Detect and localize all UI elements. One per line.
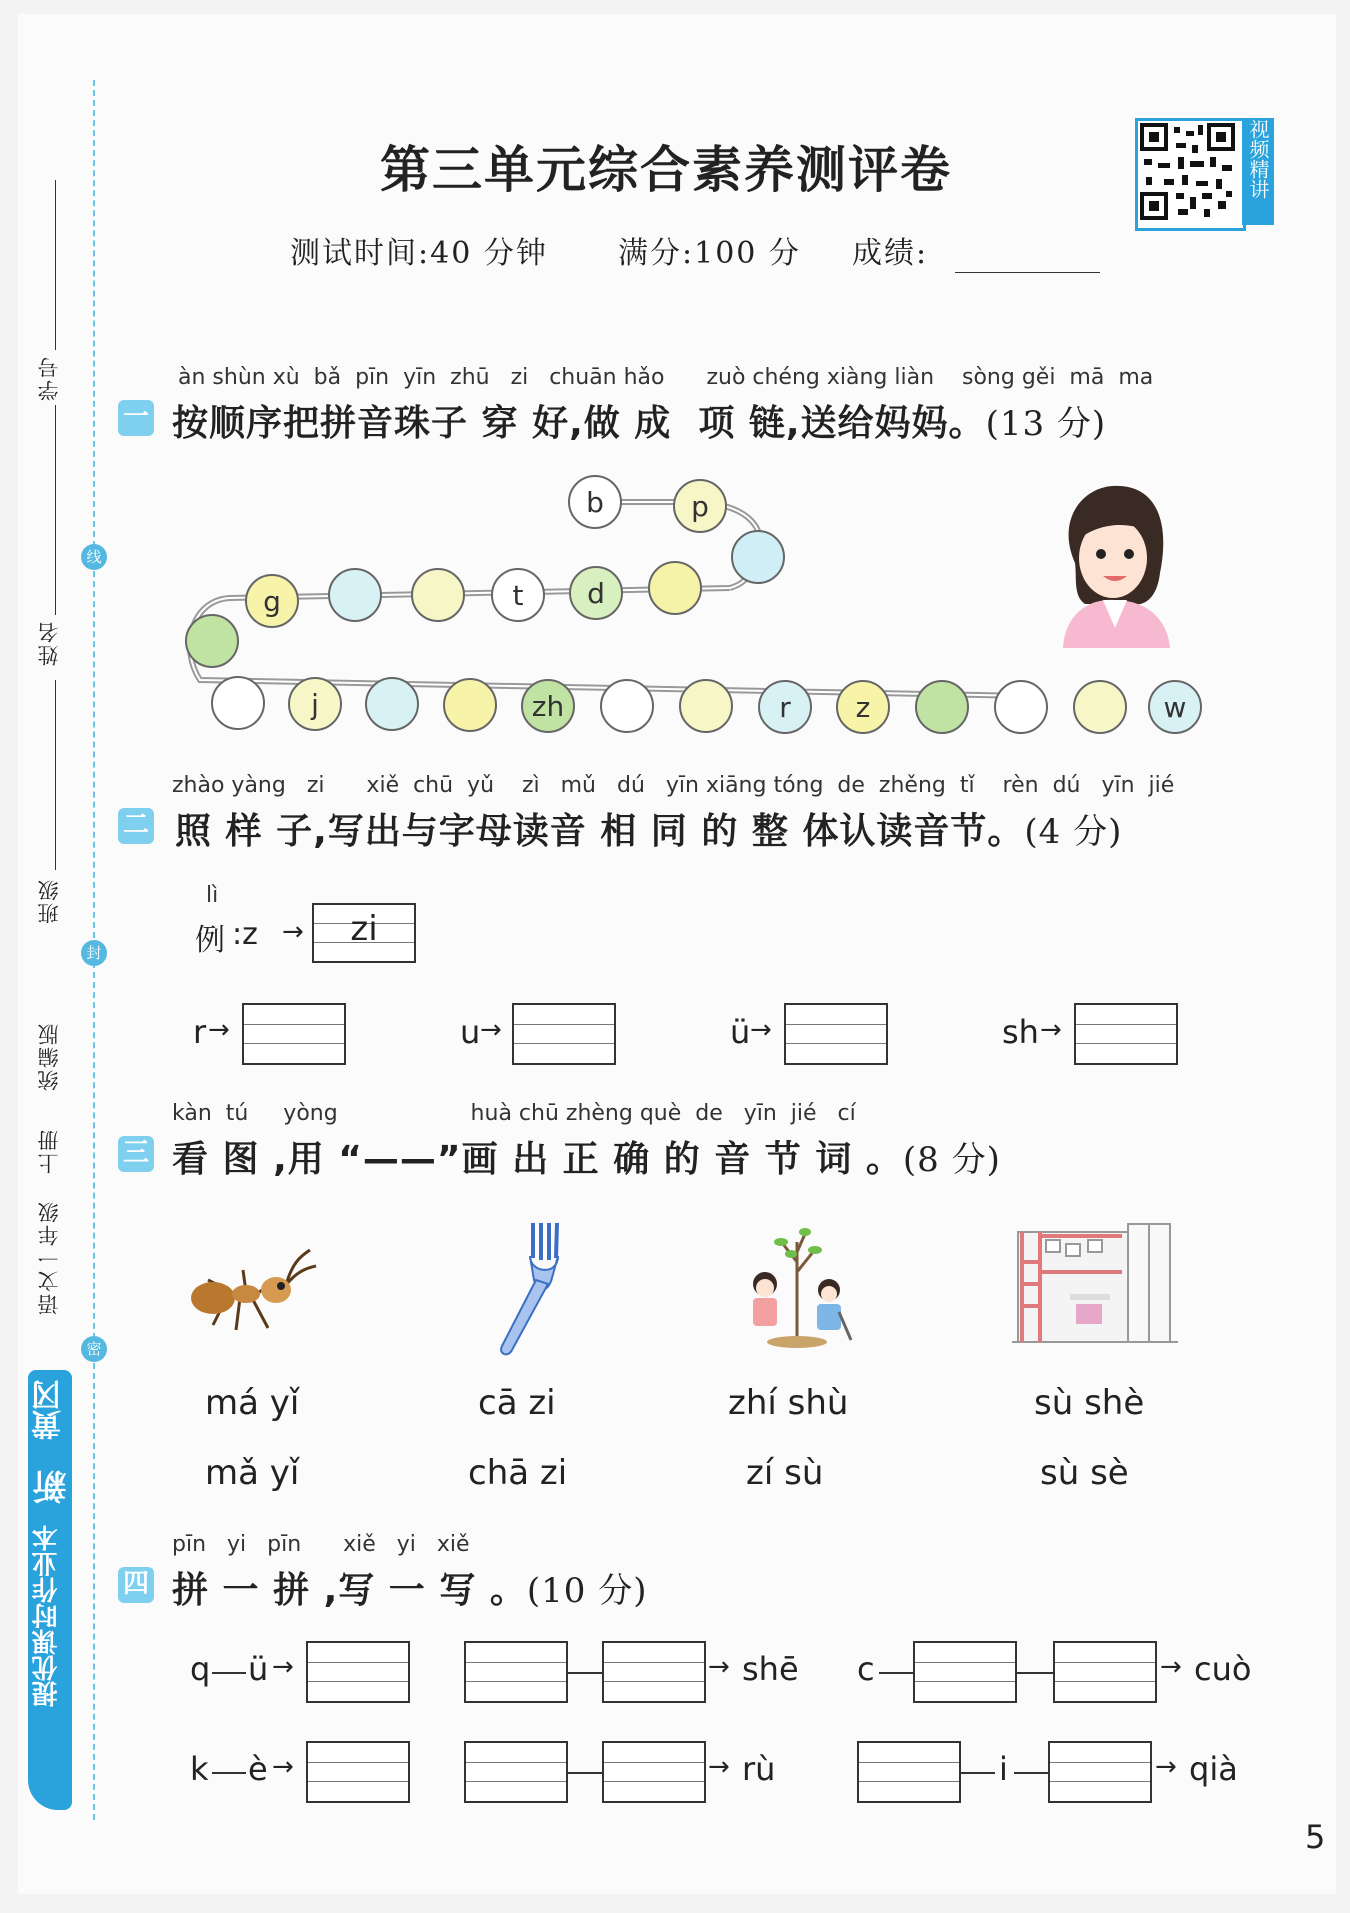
name-label: 姓名 (37, 620, 61, 666)
q1-text: 按顺序把拼音珠子 穿 好,做 成 项 链,送给妈妈。 (172, 403, 986, 444)
name-rule (55, 405, 56, 615)
bead-blank-4 (329, 569, 381, 621)
q3-number-badge: 三 (118, 1136, 154, 1172)
q4-r1-syllable-cuo: cuò (1194, 1650, 1252, 1688)
q3-option-fork-1[interactable]: cā zi (478, 1383, 556, 1423)
bead-blank-10 (680, 680, 732, 732)
q3-points: (8 分) (902, 1140, 1001, 1180)
q4-r1-arrow-2-icon: → (708, 1652, 730, 1682)
q4-r1-box-5[interactable] (1053, 1641, 1157, 1703)
example-answer-box (312, 903, 416, 963)
mother-illustration (1045, 478, 1175, 648)
q4-r2-box-1[interactable] (306, 1741, 410, 1803)
q3-option-tree-2[interactable]: zí sù (746, 1453, 824, 1493)
bead-letter-g: g (263, 585, 281, 618)
q4-r1-box-4[interactable] (913, 1641, 1017, 1703)
bead-letter-b: b (586, 486, 604, 519)
bead-blank-3 (412, 569, 464, 621)
q3-option-fork-2[interactable]: chā zi (468, 1453, 568, 1493)
q3-option-dorm-1[interactable]: sù shè (1034, 1383, 1145, 1423)
example-letter: :z (232, 917, 258, 952)
bead-letter-p: p (691, 490, 709, 523)
q1-pinyin: àn shùn xù bǎ pīn yīn zhū zi chuān hǎo zuò chéng xiàng liàn sòng gěi mā ma (178, 365, 1154, 390)
bead-letter-t: t (512, 579, 524, 612)
q2-item-u: u (460, 1013, 481, 1051)
bead-blank-9 (601, 680, 653, 732)
q2-answer-box-u[interactable] (512, 1003, 616, 1065)
bead-letter-j: j (311, 688, 319, 721)
q4-r2-syllable-qia: qià (1189, 1750, 1238, 1788)
q4-r2-arrow-3-icon: → (1155, 1752, 1177, 1782)
bead-letter-r: r (779, 691, 791, 724)
q1-number-badge: 一 (118, 400, 154, 436)
q4-r2-connector-2 (568, 1772, 602, 1774)
fork-picture (478, 1218, 568, 1358)
class-rule (55, 680, 56, 870)
q4-r1-connector-3 (879, 1672, 913, 1674)
video-explain-tag (1242, 118, 1274, 225)
q4-r2-medial-i: i (999, 1750, 1008, 1788)
test-time: 测试时间:40 分钟 (290, 236, 548, 271)
example-arrow-icon: → (282, 917, 304, 947)
bead-letter-w: w (1163, 691, 1187, 724)
brand-series-name: 提优课时作业本 (32, 1525, 62, 1707)
brand-logo-text-2: 新 (33, 1470, 73, 1504)
q4-r2-box-2[interactable] (464, 1741, 568, 1803)
q2-points: (4 分) (1024, 812, 1123, 852)
q3-option-ant-1[interactable]: má yǐ (205, 1383, 300, 1423)
q4-r2-box-3[interactable] (602, 1741, 706, 1803)
q4-r1-connector-1 (212, 1672, 246, 1674)
q3-text: 看 图 ,用 “——”画 出 正 确 的 音 节 词 。 (172, 1139, 903, 1180)
q4-r2-arrow-2-icon: → (708, 1752, 730, 1782)
bead-blank-13 (1074, 681, 1126, 733)
example-pinyin: lì (206, 883, 219, 908)
q4-r1-box-1[interactable] (306, 1641, 410, 1703)
seal-dot-mi: 密 (81, 1336, 107, 1362)
q4-r2-syllable-ru: rù (742, 1750, 776, 1788)
q2-arrow-u-umlaut-icon: → (750, 1015, 772, 1045)
seal-dot-xian: 线 (81, 544, 107, 570)
bead-blank-1 (732, 531, 784, 583)
q3-option-dorm-2[interactable]: sù sè (1040, 1453, 1129, 1493)
q4-r2-box-4[interactable] (857, 1741, 961, 1803)
qr-code[interactable] (1135, 118, 1246, 231)
q4-r2-final: è (248, 1750, 268, 1788)
q3-option-ant-2[interactable]: mǎ yǐ (205, 1453, 300, 1493)
q2-instruction (175, 803, 1122, 854)
q3-option-tree-1[interactable]: zhí shù (728, 1383, 849, 1423)
q4-number-badge: 四 (118, 1567, 154, 1603)
q2-arrow-r-icon: → (208, 1015, 230, 1045)
bead-blank-7 (366, 678, 418, 730)
dormitory-picture (1010, 1222, 1180, 1352)
bead-blank-8 (444, 679, 496, 731)
q4-r2-box-5[interactable] (1048, 1741, 1152, 1803)
q4-r1-box-3[interactable] (602, 1641, 706, 1703)
q2-pinyin: zhào yàng zi xiě chū yǔ zì mǔ dú yīn xiāng tóng de zhěng tǐ rèn dú yīn jié (172, 773, 1175, 798)
q2-item-u-umlaut: ü (730, 1013, 751, 1051)
bead-letter-zh: zh (531, 690, 565, 723)
class-label: 班级 (37, 878, 61, 924)
q4-instruction (172, 1562, 648, 1613)
q1-instruction (172, 395, 1106, 446)
bead-blank-12 (995, 681, 1047, 733)
q3-instruction (172, 1131, 1001, 1182)
bead-blank-6 (212, 677, 264, 729)
q2-answer-box-sh[interactable] (1074, 1003, 1178, 1065)
q4-r2-arrow-1-icon: → (272, 1752, 294, 1782)
q4-text: 拼 一 拼 ,写 一 写 。 (172, 1570, 527, 1611)
seal-dot-feng: 封 (81, 940, 107, 966)
q1-points: (13 分) (985, 404, 1107, 444)
score-blank[interactable] (955, 272, 1100, 273)
score-label: 成绩: (852, 236, 929, 271)
brand-logo-text-1: 黄冈 (32, 1380, 67, 1440)
student-id-rule (55, 180, 56, 350)
bead-letter-z: z (855, 691, 871, 724)
edition-label: 统编版 (37, 1022, 61, 1091)
q2-text: 照 样 子,写出与字母读音 相 同 的 整 体认读音节。 (175, 811, 1025, 852)
page-number: 5 (1305, 1818, 1326, 1856)
student-id-label: 学号 (37, 355, 61, 401)
q4-r1-box-2[interactable] (464, 1641, 568, 1703)
q4-r2-initial: k (190, 1750, 209, 1788)
q2-answer-box-r[interactable] (242, 1003, 346, 1065)
tree-planting-picture (735, 1222, 855, 1352)
q2-item-sh: sh (1002, 1013, 1039, 1051)
q4-r1-arrow-1-icon: → (272, 1652, 294, 1682)
q4-points: (10 分) (526, 1571, 648, 1611)
video-explain-text: 视频精讲 (1246, 119, 1270, 199)
q2-number-badge: 二 (118, 808, 154, 844)
ant-picture (188, 1240, 318, 1340)
bead-blank-11 (916, 681, 968, 733)
volume-label: 上册 (37, 1128, 61, 1174)
q4-r1-arrow-3-icon: → (1160, 1652, 1182, 1682)
bead-blank-5 (186, 615, 238, 667)
q4-r1-initial: q (190, 1650, 211, 1688)
q2-item-r: r (193, 1013, 207, 1051)
q4-r1-final: ü (248, 1650, 269, 1688)
full-score: 满分:100 分 (618, 236, 801, 271)
q4-r1-syllable-she: shē (742, 1650, 799, 1688)
q4-r2-connector-1 (212, 1772, 246, 1774)
subject-grade-label: 语文一年级 (37, 1200, 61, 1315)
page-title: 第三单元综合素养测评卷 (380, 140, 952, 199)
example-label: 例 (195, 923, 225, 958)
q4-r1-connector-4 (1017, 1672, 1053, 1674)
q2-arrow-sh-icon: → (1040, 1015, 1062, 1045)
q3-pinyin: kàn tú yòng huà chū zhèng què de yīn jié cí (172, 1101, 856, 1126)
q4-pinyin: pīn yi pīn xiě yi xiě (172, 1532, 470, 1557)
q4-r2-connector-3 (961, 1772, 995, 1774)
q2-arrow-u-icon: → (480, 1015, 502, 1045)
bead-blank-2 (649, 562, 701, 614)
q4-r1-initial-c: c (857, 1650, 875, 1688)
bead-letter-d: d (587, 577, 605, 610)
q4-r2-connector-4 (1014, 1772, 1048, 1774)
q4-r1-connector-2 (568, 1672, 602, 1674)
q2-answer-box-u-umlaut[interactable] (784, 1003, 888, 1065)
example-answer: zi (350, 909, 378, 949)
